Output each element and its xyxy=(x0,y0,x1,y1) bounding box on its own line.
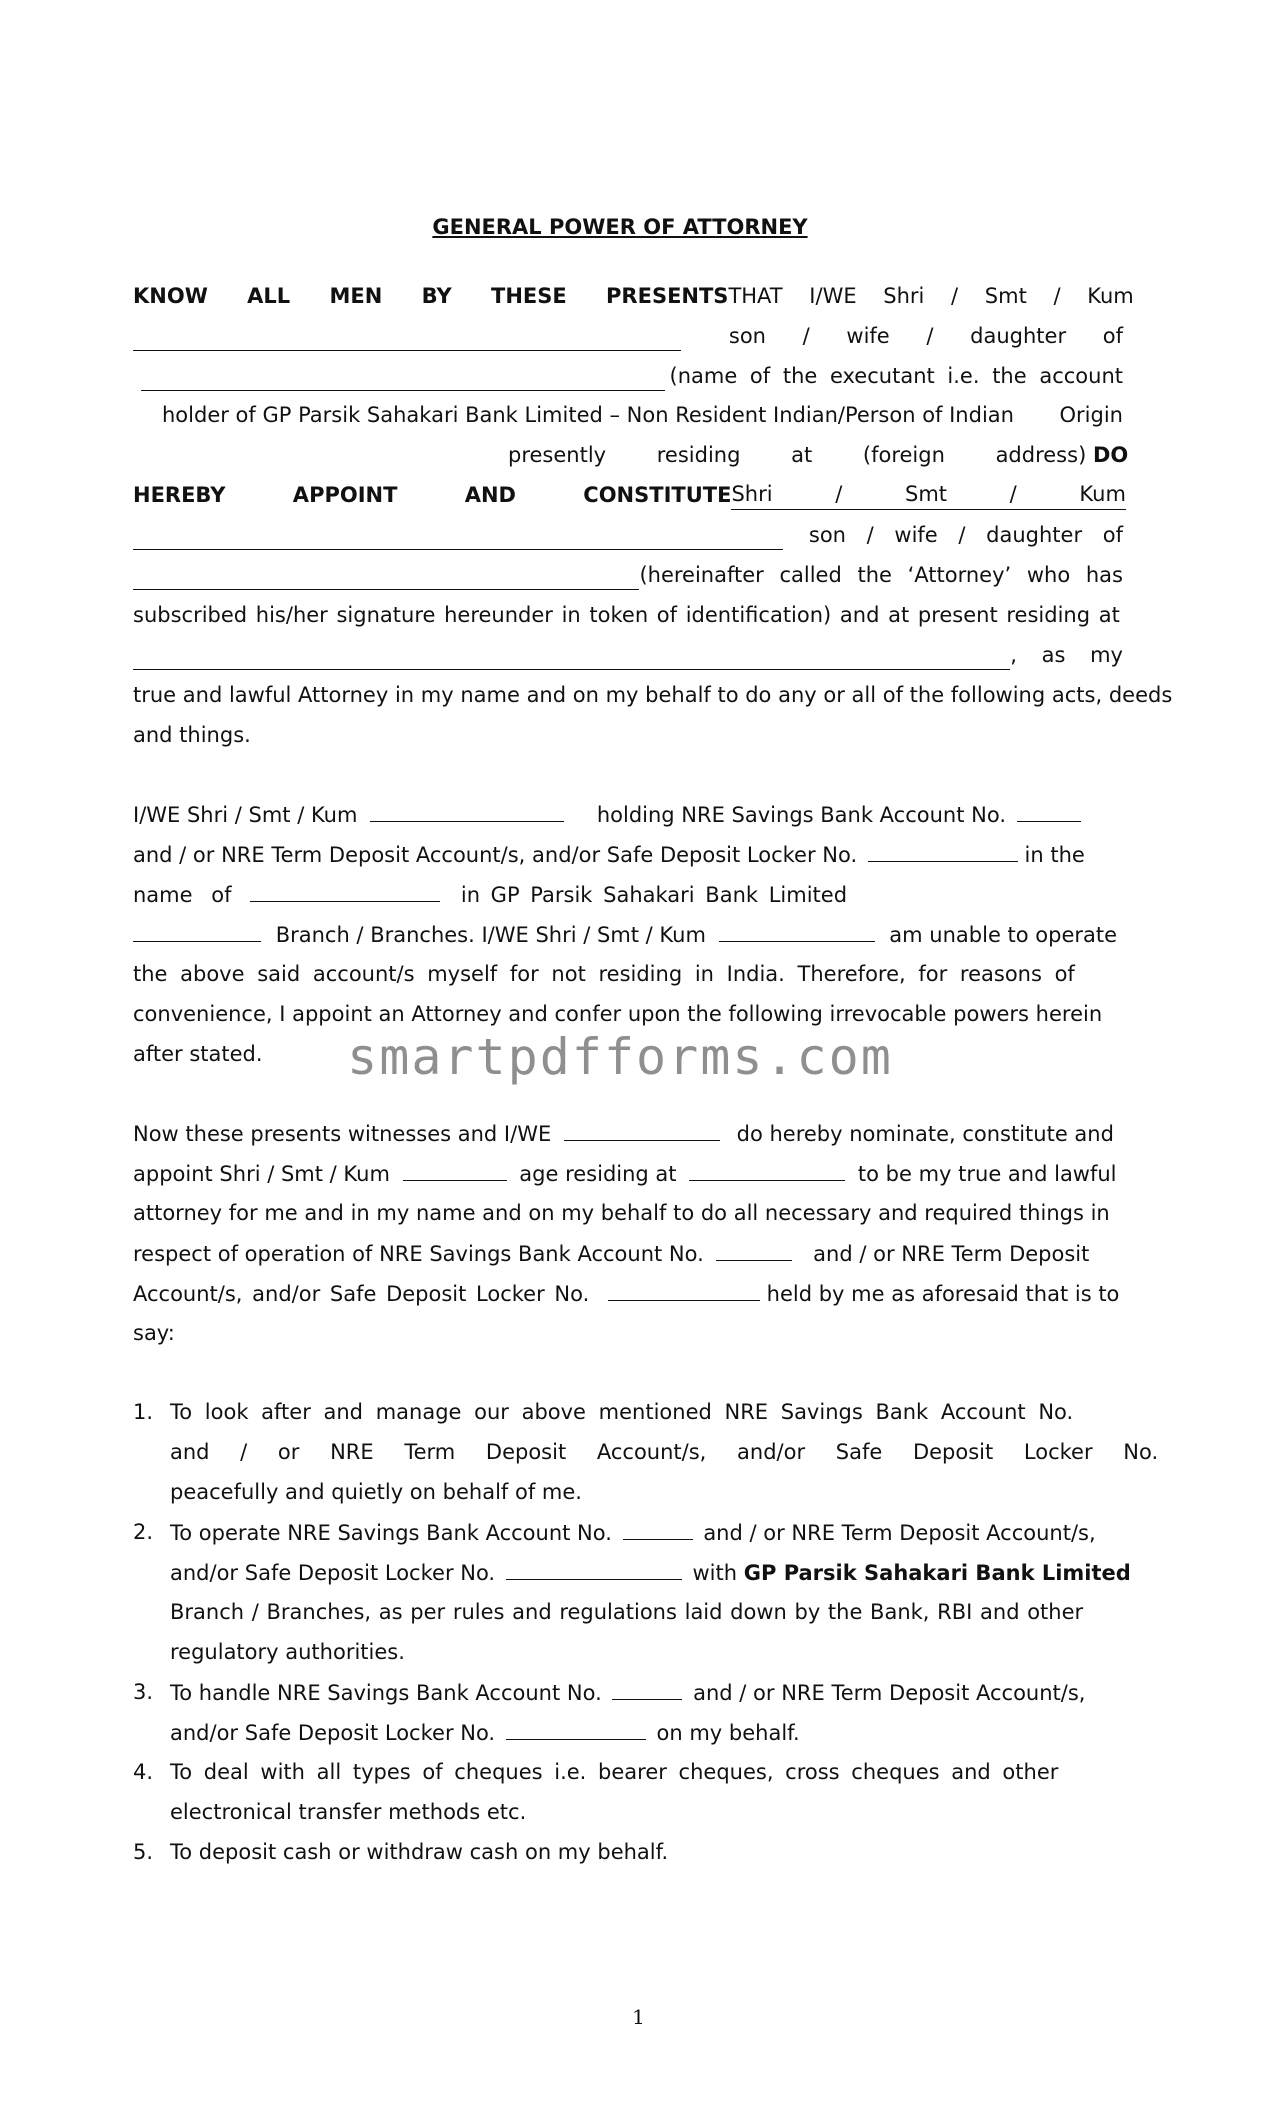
p1-line-5 xyxy=(508,440,1129,470)
know-all-text: KNOW ALL MEN BY THESE PRESENTS xyxy=(133,284,729,308)
item-3-line-2 xyxy=(170,1717,1097,1747)
page-number: 1 xyxy=(632,2005,645,2029)
say-text: say: xyxy=(133,1321,175,1345)
attorney-name-blank[interactable] xyxy=(133,527,783,550)
in-the-text: in the xyxy=(1024,843,1085,867)
item-3-text-a: To handle NRE Savings Bank Account No. xyxy=(170,1681,602,1705)
item-1-line-2: and / or NRE Term Deposit Account/s, and/or Safe Deposit Locker No. xyxy=(170,1440,1159,1464)
that-text: THAT I/WE Shri / Smt / Kum xyxy=(728,284,1134,308)
p3-line-1 xyxy=(133,1118,1123,1148)
p1-line-4 xyxy=(162,400,1123,430)
appoint-text: appoint Shri / Smt / Kum xyxy=(133,1162,390,1186)
p3-line-2 xyxy=(133,1158,1123,1188)
p2-line-6 xyxy=(133,999,1123,1029)
nominate-text: do hereby nominate, constitute and xyxy=(736,1122,1114,1146)
attorney-address-blank[interactable] xyxy=(133,647,1010,670)
and-or-text: and / or NRE Term Deposit Account/s, and/or Safe Deposit Locker No. xyxy=(133,843,858,867)
as-my-text: , as my xyxy=(1010,643,1123,667)
item-2-bank-name: GP Parsik Sahakari Bank Limited xyxy=(743,1561,1131,1585)
p3-savings-blank[interactable] xyxy=(716,1238,792,1261)
p3-name-blank[interactable] xyxy=(564,1118,720,1141)
item-3-number: 3. xyxy=(133,1680,154,1704)
item-2-line-3: Branch / Branches, as per rules and regulations laid down by the Bank, RBI and other xyxy=(170,1600,1084,1624)
item-3-line-1 xyxy=(170,1677,1097,1707)
and-or-term-text: and / or NRE Term Deposit xyxy=(813,1242,1090,1266)
p1-line-10 xyxy=(133,640,1123,670)
p3-line-3 xyxy=(133,1198,1123,1228)
item-3-text-c: and/or Safe Deposit Locker No. xyxy=(170,1721,496,1745)
item-2-text-c: and/or Safe Deposit Locker No. xyxy=(170,1561,496,1585)
origin-text: Origin xyxy=(1059,403,1123,427)
item-4-line-1: To deal with all types of cheques i.e. bearer cheques, cross cheques and other xyxy=(170,1760,1059,1784)
item-2-locker-blank[interactable] xyxy=(506,1557,682,1580)
p3-line-4 xyxy=(133,1238,1123,1268)
p2-line-2 xyxy=(133,839,1123,869)
item-4-line-2: electronical transfer methods etc. xyxy=(170,1800,527,1824)
attorney-text: attorney for me and in my name and on my behalf to do all necessary and required things in xyxy=(133,1201,1110,1225)
p2-line-1 xyxy=(133,799,1123,829)
and-things-text: and things. xyxy=(133,723,251,747)
son-wife2-text: son / wife / daughter of xyxy=(808,523,1123,547)
p2-line-5 xyxy=(133,959,1123,989)
item-4-number: 4. xyxy=(133,1760,154,1784)
p3-line-6 xyxy=(133,1318,1123,1348)
do-text: DO xyxy=(1092,443,1129,467)
p2-branch-blank[interactable] xyxy=(133,919,261,942)
presently-text: presently residing at (foreign address) xyxy=(508,443,1087,467)
p1-line-12 xyxy=(133,720,1123,750)
p1-line-2 xyxy=(133,321,1123,351)
now-text: Now these presents witnesses and I/WE xyxy=(133,1122,552,1146)
name-of-text: name of xyxy=(133,883,232,907)
holding-text: holding NRE Savings Bank Account No. xyxy=(596,803,1007,827)
watermark: smartpdfforms.com xyxy=(347,1028,893,1086)
parent-name-blank[interactable] xyxy=(141,368,665,391)
p1-line-3 xyxy=(133,361,1123,391)
respect-text: respect of operation of NRE Savings Bank Account No. xyxy=(133,1242,704,1266)
iwe-text: I/WE Shri / Smt / Kum xyxy=(133,803,358,827)
unable-text: am unable to operate xyxy=(889,923,1118,947)
p1-line-1 xyxy=(133,281,1134,311)
item-1-line-3: peacefully and quietly on behalf of me. xyxy=(170,1480,582,1504)
p3-line-5 xyxy=(133,1278,1123,1308)
subscribed-text: subscribed his/her signature hereunder in token of identification) and at present residing at xyxy=(133,603,1120,627)
p1-line-6 xyxy=(133,480,1126,510)
item-5-number: 5. xyxy=(133,1840,154,1864)
attorney-parent-blank[interactable] xyxy=(133,567,639,590)
executant-name-blank[interactable] xyxy=(133,328,681,351)
p2-holder-blank[interactable] xyxy=(250,879,440,902)
after-stated-text: after stated. xyxy=(133,1042,263,1066)
hereinafter-text: (hereinafter called the ‘Attorney’ who has xyxy=(639,563,1123,587)
p3-address-blank[interactable] xyxy=(689,1158,845,1181)
holder-text: holder of GP Parsik Sahakari Bank Limited – Non Resident Indian/Person of Indian xyxy=(162,403,1014,427)
item-5-line-1: To deposit cash or withdraw cash on my behalf. xyxy=(170,1840,669,1864)
p2-line-4 xyxy=(133,919,1123,949)
hereby-text: HEREBY APPOINT AND CONSTITUTE xyxy=(133,483,732,507)
executant-text: (name of the executant i.e. the account xyxy=(669,364,1123,388)
item-2-text-b: and / or NRE Term Deposit Account/s, xyxy=(703,1521,1096,1545)
document-title: GENERAL POWER OF ATTORNEY xyxy=(432,215,808,239)
p1-line-7 xyxy=(133,520,1123,550)
p2-name2-blank[interactable] xyxy=(719,919,875,942)
accounts-text: Account/s, and/or Safe Deposit Locker No. xyxy=(133,1282,590,1306)
p1-line-11 xyxy=(133,680,1173,710)
p3-true-lawful-text: to be my true and lawful xyxy=(857,1162,1117,1186)
held-text: held by me as aforesaid that is to xyxy=(766,1282,1120,1306)
item-3-text-b: and / or NRE Term Deposit Account/s, xyxy=(693,1681,1086,1705)
branch-text: Branch / Branches. I/WE Shri / Smt / Kum xyxy=(275,923,706,947)
p2-savings-blank[interactable] xyxy=(1017,799,1081,822)
item-2-line-2 xyxy=(170,1557,1131,1587)
above-text: the above said account/s myself for not residing in India. Therefore, for reasons of xyxy=(133,962,1075,986)
p2-line-3 xyxy=(133,879,1123,909)
item-1-number: 1. xyxy=(133,1400,154,1424)
item-3-savings-blank[interactable] xyxy=(612,1677,682,1700)
in-gp-text: in GP Parsik Sahakari Bank Limited xyxy=(460,883,848,907)
shri2-text: Shri / Smt / Kum xyxy=(731,479,1125,510)
p2-locker-blank[interactable] xyxy=(868,839,1018,862)
item-2-text-a: To operate NRE Savings Bank Account No. xyxy=(170,1521,612,1545)
item-2-line-4: regulatory authorities. xyxy=(170,1640,405,1664)
item-2-line-1 xyxy=(170,1517,1097,1547)
true-lawful-text: true and lawful Attorney in my name and on my behalf to do any or all of the following acts, deeds xyxy=(133,683,1173,707)
item-3-text-d: on my behalf. xyxy=(656,1721,800,1745)
convenience-text: convenience, I appoint an Attorney and confer upon the following irrevocable powers herein xyxy=(133,1002,1103,1026)
item-2-text-d: with xyxy=(692,1561,738,1585)
p3-locker-blank[interactable] xyxy=(608,1278,760,1301)
p2-name-blank[interactable] xyxy=(370,799,564,822)
age-text: age residing at xyxy=(519,1162,677,1186)
item-2-number: 2. xyxy=(133,1520,154,1544)
p3-attorney-blank[interactable] xyxy=(403,1158,507,1181)
son-wife-text: son / wife / daughter of xyxy=(728,324,1123,348)
item-1-line-1: To look after and manage our above mentioned NRE Savings Bank Account No. xyxy=(170,1400,1074,1424)
item-3-locker-blank[interactable] xyxy=(506,1717,646,1740)
item-2-savings-blank[interactable] xyxy=(623,1517,693,1540)
p1-line-9 xyxy=(133,600,1123,630)
p1-line-8 xyxy=(133,560,1123,590)
